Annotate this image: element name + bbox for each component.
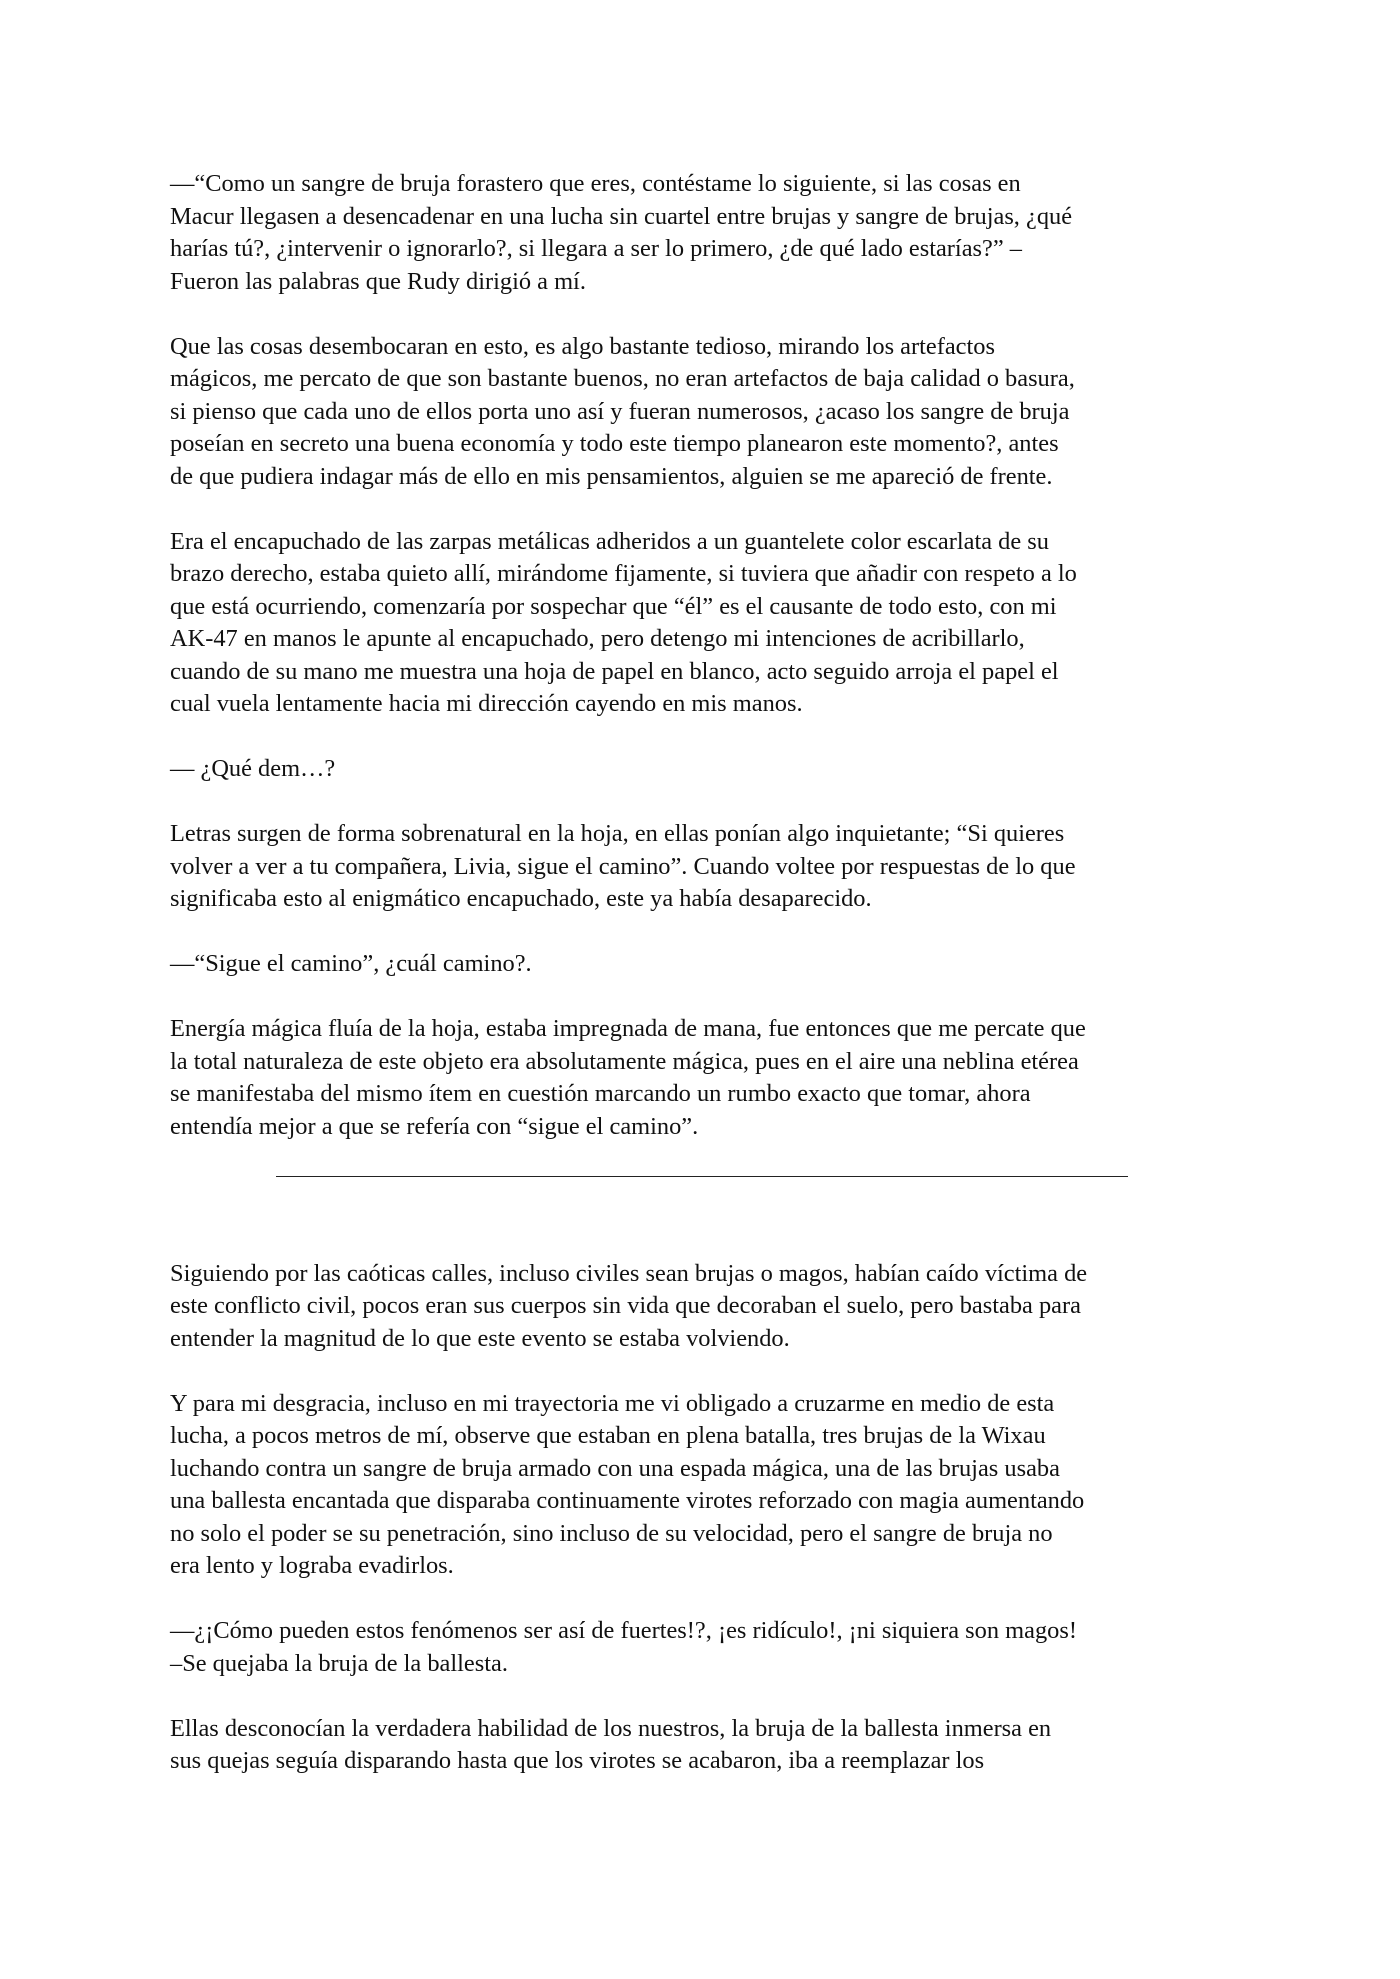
text-line: se manifestaba del mismo ítem en cuestión marcando un rumbo exacto que tomar, ahora (170, 1080, 1031, 1107)
text-line: lucha, a pocos metros de mí, observe que estaban en plena batalla, tres brujas de la Wixau (170, 1422, 1046, 1449)
text-line: —“Como un sangre de bruja forastero que eres, contéstame lo siguiente, si las cosas en (170, 170, 1021, 197)
paragraph (170, 1258, 1240, 1356)
text-line: luchando contra un sangre de bruja armado con una espada mágica, una de las brujas usaba (170, 1454, 1060, 1482)
text-line: Letras surgen de forma sobrenatural en la hoja, en ellas ponían algo inquietante; “Si quieres (170, 820, 1065, 847)
text-line: — ¿Qué dem…? (170, 755, 336, 782)
section-two (170, 1258, 1240, 1778)
text-line: Siguiendo por las caóticas calles, incluso civiles sean brujas o magos, habían caído víctima de (170, 1259, 1088, 1287)
text-line: entendía mejor a que se refería con “sigue el camino”. (170, 1112, 699, 1140)
paragraph (170, 168, 1240, 298)
text-line: Y para mi desgracia, incluso en mi trayectoria me vi obligado a cruzarme en medio de esta (170, 1389, 1055, 1417)
text-line: Ellas desconocían la verdadera habilidad de los nuestros, la bruja de la ballesta inmersa en (170, 1714, 1052, 1742)
text-line: —¿¡Cómo pueden estos fenómenos ser así de fuertes!?, ¡es ridículo!, ¡ni siquiera son magos! (170, 1617, 1077, 1644)
text-line: cual vuela lentamente hacia mi dirección cayendo en mis manos. (170, 690, 803, 717)
text-line: —“Sigue el camino”, ¿cuál camino?. (170, 950, 532, 977)
text-line: AK-47 en manos le apunte al encapuchado, pero detengo mi intenciones de acribillarlo, (170, 625, 1025, 652)
paragraph (170, 753, 1240, 786)
text-line: poseían en secreto una buena economía y todo este tiempo planearon este momento?, antes (170, 430, 1059, 457)
text-line: sus quejas seguía disparando hasta que los virotes se acabaron, iba a reemplazar los (170, 1747, 985, 1774)
text-line: significaba esto al enigmático encapuchado, este ya había desaparecido. (170, 885, 872, 912)
text-line: volver a ver a tu compañera, Livia, sigue el camino”. Cuando voltee por respuestas de lo que (170, 852, 1076, 880)
text-line: no solo el poder se su penetración, sino incluso de su velocidad, pero el sangre de bruja no (170, 1519, 1053, 1547)
paragraph (170, 526, 1240, 721)
text-line: este conflicto civil, pocos eran sus cuerpos sin vida que decoraban el suelo, pero bastaba para (170, 1292, 1081, 1319)
paragraph (170, 1013, 1240, 1143)
text-line: Energía mágica fluía de la hoja, estaba impregnada de mana, fue entonces que me percate que (170, 1015, 1086, 1042)
text-line: de que pudiera indagar más de ello en mis pensamientos, alguien se me apareció de frente. (170, 462, 1053, 490)
section-one (170, 168, 1240, 1143)
text-line: era lento y lograba evadirlos. (170, 1552, 454, 1579)
text-line: que está ocurriendo, comenzaría por sospechar que “él” es el causante de todo esto, con mi (170, 592, 1057, 620)
paragraph (170, 1615, 1240, 1680)
text-line: brazo derecho, estaba quieto allí, mirándome fijamente, si tuviera que añadir con respeto a lo (170, 560, 1077, 587)
text-line: la total naturaleza de este objeto era absolutamente mágica, pues en el aire una neblina etérea (170, 1047, 1079, 1075)
paragraph (170, 948, 1240, 981)
text-line: Macur llegasen a desencadenar en una lucha sin cuartel entre brujas y sangre de brujas, ¿qué (170, 202, 1073, 230)
text-line: si pienso que cada uno de ellos porta uno así y fueran numerosos, ¿acaso los sangre de bruja (170, 397, 1070, 425)
section-separator (276, 1176, 1128, 1177)
text-line: cuando de su mano me muestra una hoja de papel en blanco, acto seguido arroja el papel el (170, 657, 1059, 685)
text-line: mágicos, me percato de que son bastante buenos, no eran artefactos de baja calidad o basura, (170, 365, 1075, 392)
text-line: una ballesta encantada que disparaba continuamente virotes reforzado con magia aumentando (170, 1487, 1085, 1514)
text-line: entender la magnitud de lo que este evento se estaba volviendo. (170, 1324, 790, 1352)
text-line: harías tú?, ¿intervenir o ignorarlo?, si llegara a ser lo primero, ¿de qué lado estarías?” – (170, 235, 1022, 262)
paragraph (170, 818, 1240, 916)
paragraph (170, 1713, 1240, 1778)
text-line: Era el encapuchado de las zarpas metálicas adheridos a un guantelete color escarlata de su (170, 527, 1049, 555)
text-line: –Se quejaba la bruja de la ballesta. (170, 1649, 508, 1677)
document-page (170, 168, 1240, 1810)
paragraph (170, 331, 1240, 494)
paragraph (170, 1388, 1240, 1583)
text-line: Fueron las palabras que Rudy dirigió a mí. (170, 267, 586, 295)
text-line: Que las cosas desembocaran en esto, es algo bastante tedioso, mirando los artefactos (170, 332, 995, 360)
